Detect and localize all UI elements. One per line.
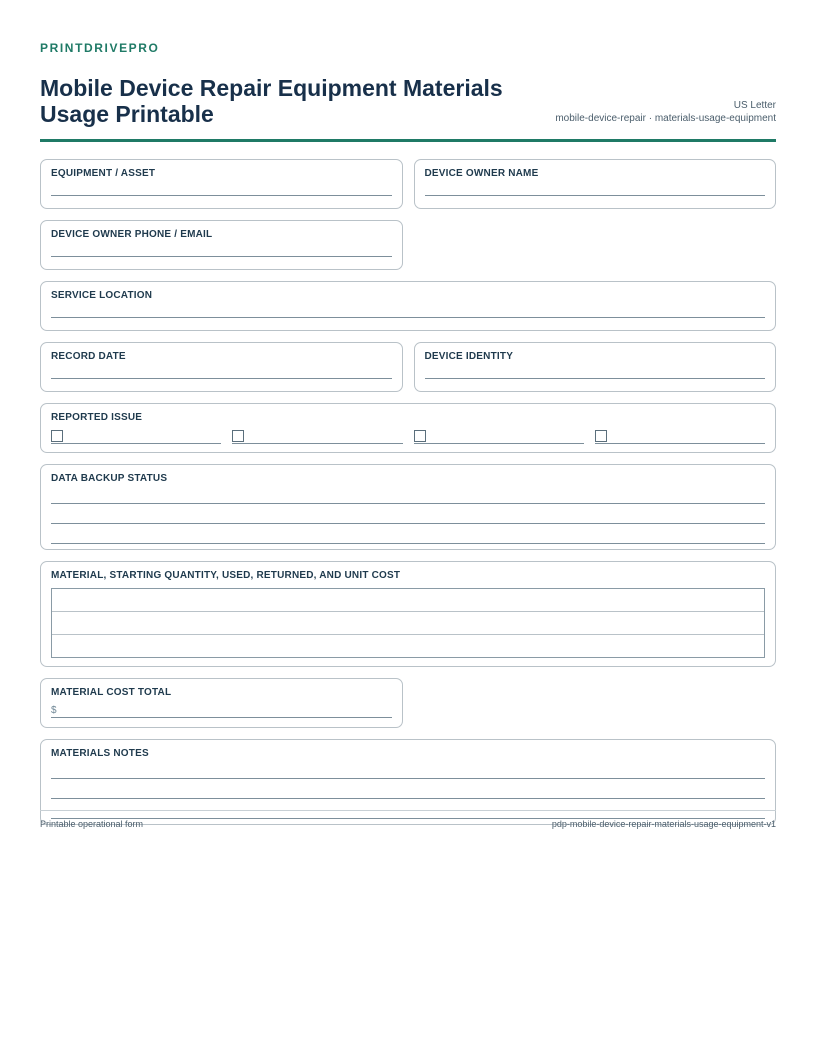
form-header <box>40 55 776 142</box>
location-label: SERVICE LOCATION <box>51 290 153 301</box>
notes-line[interactable] <box>51 779 765 799</box>
table-row[interactable] <box>52 612 764 635</box>
checkbox[interactable] <box>51 430 63 442</box>
checkbox[interactable] <box>595 430 607 442</box>
owner-name-label: DEVICE OWNER NAME <box>424 168 539 179</box>
device-identity-input-line[interactable] <box>425 362 766 379</box>
owner-contact-input-line[interactable] <box>51 240 392 257</box>
form-footer <box>40 810 776 829</box>
cost-total-field <box>40 678 403 728</box>
issue-option <box>414 428 584 444</box>
device-identity-field <box>414 342 777 392</box>
materials-table-field <box>40 561 776 667</box>
form-page <box>40 40 776 825</box>
cost-total-label: MATERIAL COST TOTAL <box>51 687 172 698</box>
paper-size: US Letter <box>733 100 776 111</box>
reported-issue-field <box>40 403 776 453</box>
table-row[interactable] <box>52 635 764 657</box>
materials-table <box>51 588 765 658</box>
owner-contact-field <box>40 220 403 270</box>
brand-name: PRINTDRIVEPRO <box>40 41 160 55</box>
owner-name-field <box>414 159 777 209</box>
equipment-input-line[interactable] <box>51 179 392 196</box>
materials-notes-label: MATERIALS NOTES <box>51 748 149 759</box>
form-meta <box>555 99 776 125</box>
materials-table-label: MATERIAL, STARTING QUANTITY, USED, RETURNED, AND UNIT COST <box>51 570 401 581</box>
record-date-label: RECORD DATE <box>51 351 126 362</box>
table-row[interactable] <box>52 589 764 612</box>
issue-option <box>51 428 221 444</box>
backup-status-label: DATA BACKUP STATUS <box>51 473 168 484</box>
currency-symbol: $ <box>51 705 57 716</box>
equipment-label: EQUIPMENT / ASSET <box>51 168 156 179</box>
issue-option <box>595 428 765 444</box>
footer-left-text: Printable operational form <box>40 819 144 829</box>
form-slug: mobile-device-repair · materials-usage-equipment <box>555 113 776 124</box>
backup-status-field <box>40 464 776 550</box>
device-identity-label: DEVICE IDENTITY <box>424 351 514 362</box>
owner-contact-label: DEVICE OWNER PHONE / EMAIL <box>51 229 213 240</box>
form-title: Mobile Device Repair Equipment Materials Usage Printable <box>40 75 503 127</box>
reported-issue-options <box>51 428 765 444</box>
record-date-input-line[interactable] <box>51 362 392 379</box>
cost-total-input-line[interactable] <box>51 698 392 718</box>
backup-status-line[interactable] <box>51 484 765 504</box>
equipment-field <box>40 159 403 209</box>
owner-name-input-line[interactable] <box>425 179 766 196</box>
record-date-field <box>40 342 403 392</box>
issue-option <box>232 428 402 444</box>
notes-line[interactable] <box>51 759 765 779</box>
location-field <box>40 281 776 331</box>
footer-form-id: pdp-mobile-device-repair-materials-usage-equipment-v1 <box>551 819 776 829</box>
location-input-line[interactable] <box>51 301 765 318</box>
reported-issue-label: REPORTED ISSUE <box>51 412 143 423</box>
checkbox[interactable] <box>232 430 244 442</box>
backup-status-line[interactable] <box>51 524 765 544</box>
backup-status-line[interactable] <box>51 504 765 524</box>
checkbox[interactable] <box>414 430 426 442</box>
